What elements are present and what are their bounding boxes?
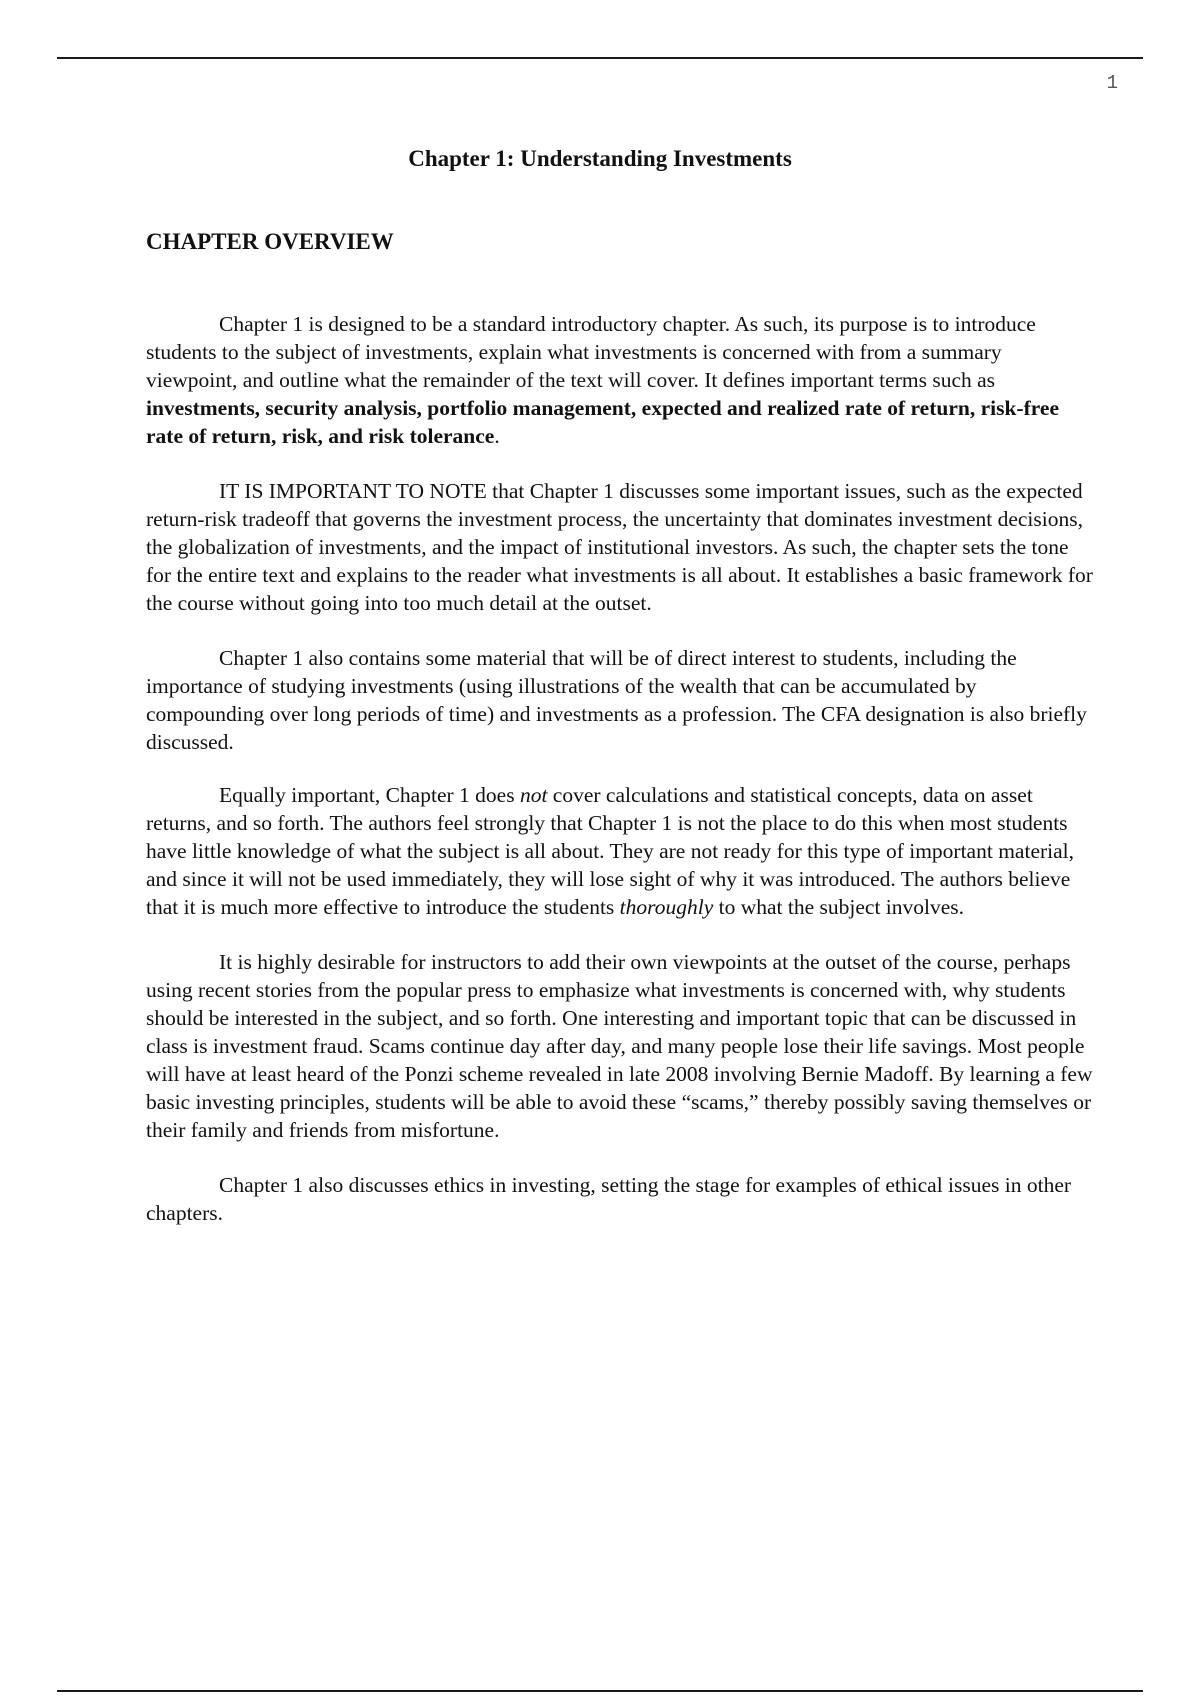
bottom-rule [57, 1690, 1143, 1692]
paragraph-2: IT IS IMPORTANT TO NOTE that Chapter 1 discusses some important issues, such as the expected return-risk tradeoff that governs the investment process, the uncertainty that dominates investment decisions, the globalization of investments, and the impact of institutional investors. As such, the chapter sets the tone for the entire text and explains to the reader what investments is all about. It establishes a basic framework for the course without going into too much detail at the outset. [146, 479, 1093, 615]
top-rule [57, 57, 1143, 59]
paragraph-4-emphasis-not: not [519, 783, 548, 807]
paragraph-4-emphasis-thoroughly: thoroughly [619, 895, 714, 919]
overview-body [146, 310, 1096, 1254]
paragraph-4-text-a: Equally important, Chapter 1 does [219, 783, 520, 807]
paragraph-1 [146, 310, 1096, 450]
paragraph-5: It is highly desirable for instructors to add their own viewpoints at the outset of the course, perhaps using recent stories from the popular press to emphasize what investments is concerned with, why students should be interested in the subject, and so forth. One interesting and important topic that can be discussed in class is investment fraud. Scams continue day after day, and many people lose their life savings. Most people will have at least heard of the Ponzi scheme revealed in late 2008 involving Bernie Madoff. By learning a few basic investing principles, students will be able to avoid these “scams,” thereby possibly saving themselves or their family and friends from misfortune. [146, 950, 1093, 1142]
page-number: 1 [1106, 72, 1118, 94]
paragraph-1-key-terms: investments, security analysis, portfolio management, expected and realized rate of return, risk-free rate of return, risk, and risk tolerance [146, 396, 1059, 448]
paragraph-4-text-c: to what the subject involves. [713, 895, 965, 919]
paragraph-1-text: Chapter 1 is designed to be a standard introductory chapter. As such, its purpose is to introduce students to the subject of investments, explain what investments is concerned with from a summary viewpoint, and outline what the remainder of the text will cover. It defines important terms such as [146, 312, 1036, 392]
paragraph-6: Chapter 1 also discusses ethics in investing, setting the stage for examples of ethical issues in other chapters. [146, 1173, 1072, 1225]
paragraph-1-end: . [494, 424, 500, 448]
paragraph-4-text-b: cover calculations and statistical concepts, data on asset returns, and so forth. The authors feel strongly that Chapter 1 is not the place to do this when most students have little knowledge of what the subject is all about. They are not ready for this type of important material, and since it will not be used immediately, they will lose sight of why it was introduced. The authors believe that it is much more effective to introduce the students [146, 783, 1075, 919]
paragraph-4 [146, 781, 1096, 921]
section-heading: CHAPTER OVERVIEW [146, 229, 394, 254]
paragraph-3: Chapter 1 also contains some material that will be of direct interest to students, including the importance of studying investments (using illustrations of the wealth that can be accumulated by compounding over long periods of time) and investments as a profession. The CFA designation is also briefly discussed. [146, 646, 1087, 754]
chapter-title: Chapter 1: Understanding Investments [408, 146, 792, 171]
